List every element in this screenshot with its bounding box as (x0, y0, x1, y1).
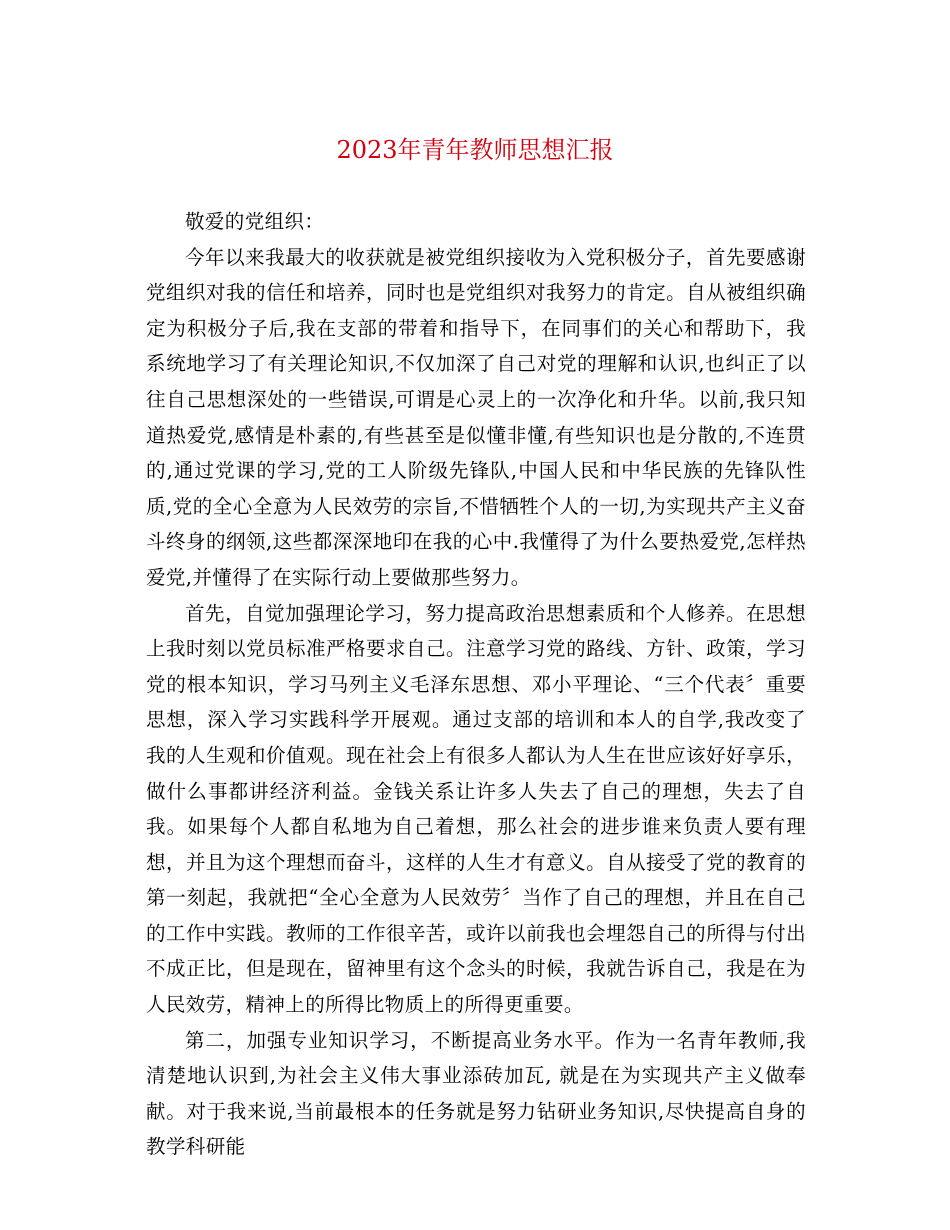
paragraph-3: 第二，加强专业知识学习，不断提高业务水平。作为一名青年教师,我清楚地认识到,为社会主义伟大事业添砖加瓦, 就是在为实现共产主义做奉献。对于我来说,当前最根本的任务就是努力钻研业务知识,尽快提高自身的教学科研能 (146, 1028, 806, 1159)
salutation: 敬爱的党组织： (185, 210, 325, 233)
document-title: 2023年青年教师思想汇报 (336, 136, 614, 164)
document-body (146, 204, 806, 1165)
paragraph-2: 首先，自觉加强理论学习，努力提高政治思想素质和个人修养。在思想上我时刻以党员标准严格要求自己。注意学习党的路线、方针、政策，学习党的根本知识，学习马列主义毛泽东思想、邓小平理论、“三个代表〞重要思想，深入学习实践科学开展观。通过支部的培训和本人的自学,我改变了我的人生观和价值观。现在社会上有很多人都认为人生在世应该好好享乐，做什么事都讲经济利益。金钱关系让许多人失去了自己的理想，失去了自我。如果每个人都自私地为自己着想，那么社会的进步谁来负责人要有理想，并且为这个理想而奋斗，这样的人生才有意义。自从接受了党的教育的第一刻起，我就把“全心全意为人民效劳〞当作了自己的理想，并且在自己的工作中实践。教师的工作很辛苦，或许以前我也会埋怨自己的所得与付出不成正比，但是现在，留神里有这个念头的时候，我就告诉自己，我是在为人民效劳，精神上的所得比物质上的所得更重要。 (146, 601, 806, 1017)
paragraph-1: 今年以来我最大的收获就是被党组织接收为入党积极分子，首先要感谢党组织对我的信任和培养，同时也是党组织对我努力的肯定。自从被组织确定为积极分子后,我在支部的带着和指导下，在同事们的关心和帮助下，我系统地学习了有关理论知识,不仅加深了自己对党的理解和认识,也纠正了以往自己思想深处的一些错误,可谓是心灵上的一次净化和升华。以前,我只知道热爱党,感情是朴素的,有些甚至是似懂非懂,有些知识也是分散的,不连贯的,通过党课的学习,党的工人阶级先锋队,中国人民和中华民族的先锋队性质,党的全心全意为人民效劳的宗旨,不惜牺牲个人的一切,为实现共产主义奋斗终身的纲领,这些都深深地印在我的心中.我懂得了为什么要热爱党,怎样热爱党,并懂得了在实际行动上要做那些努力。 (146, 245, 806, 589)
